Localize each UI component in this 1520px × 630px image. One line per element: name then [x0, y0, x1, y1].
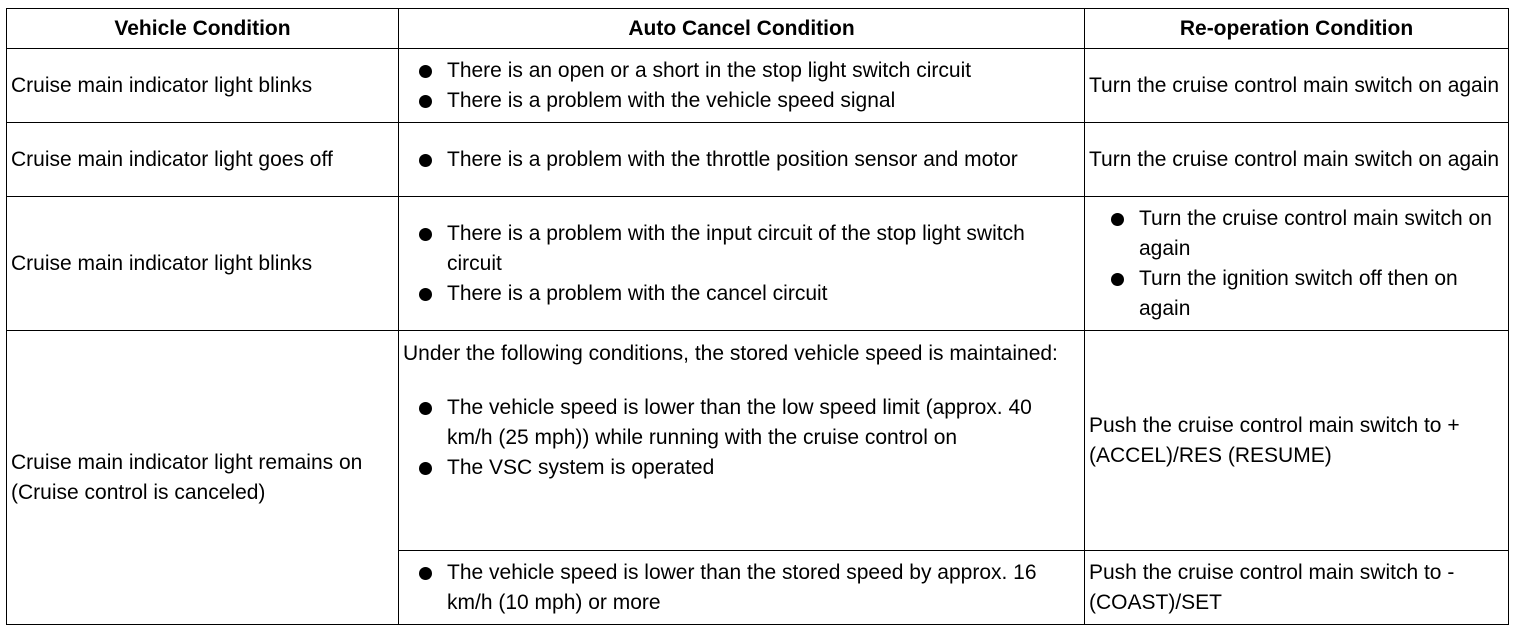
- table-row: [7, 331, 1509, 551]
- list-item: [403, 558, 1080, 618]
- cruise-cancel-table: [6, 8, 1509, 625]
- vehicle-condition-cell: Cruise main indicator light goes off: [7, 123, 399, 197]
- reoperation-cell: [1085, 197, 1509, 331]
- header-reoperation-condition: Re-operation Condition: [1085, 9, 1509, 49]
- list-item-text: There is a problem with the cancel circuit: [447, 281, 828, 305]
- bullet-icon: [419, 402, 432, 415]
- bullet-icon: [419, 95, 432, 108]
- bullet-icon: [419, 567, 432, 580]
- reoperation-cell: Turn the cruise control main switch on again: [1085, 49, 1509, 123]
- list-item-text: The vehicle speed is lower than the low speed limit (approx. 40 km/h (25 mph)) while running with the cruise control on: [447, 396, 1032, 449]
- auto-cancel-cell: [399, 123, 1085, 197]
- list-item: [403, 453, 1080, 483]
- vehicle-condition-cell: Cruise main indicator light remains on (Cruise control is canceled): [7, 331, 399, 625]
- list-item-text: There is an open or a short in the stop light switch circuit: [447, 58, 972, 82]
- header-vehicle-condition: Vehicle Condition: [7, 9, 399, 49]
- list-item-text: There is a problem with the vehicle speed signal: [447, 88, 896, 112]
- auto-cancel-cell: [399, 197, 1085, 331]
- bullet-icon: [419, 462, 432, 475]
- auto-cancel-cell: [399, 49, 1085, 123]
- auto-cancel-list: [403, 145, 1080, 175]
- auto-cancel-list: [403, 393, 1080, 483]
- list-item: [1089, 264, 1504, 324]
- vehicle-condition-cell: Cruise main indicator light blinks: [7, 197, 399, 331]
- bullet-icon: [1111, 273, 1124, 286]
- bullet-icon: [419, 65, 432, 78]
- list-item: [403, 145, 1080, 175]
- list-item: [403, 86, 1080, 116]
- auto-cancel-cell: [399, 551, 1085, 625]
- bullet-icon: [419, 154, 432, 167]
- list-item-text: The VSC system is operated: [447, 456, 715, 479]
- list-item: [1089, 204, 1504, 264]
- list-item-text: There is a problem with the throttle position sensor and motor: [447, 147, 1018, 171]
- list-item-text: There is a problem with the input circuit of the stop light switch circuit: [447, 221, 1025, 275]
- list-item-text: The vehicle speed is lower than the stored speed by approx. 16 km/h (10 mph) or more: [447, 560, 1037, 614]
- reoperation-cell: Push the cruise control main switch to + (ACCEL)/RES (RESUME): [1085, 331, 1509, 551]
- list-item: [403, 56, 1080, 86]
- list-item-text: Turn the ignition switch off then on again: [1139, 266, 1458, 320]
- bullet-icon: [419, 228, 432, 241]
- header-auto-cancel-condition: Auto Cancel Condition: [399, 9, 1085, 49]
- auto-cancel-list: [403, 558, 1080, 618]
- table-row: [7, 49, 1509, 123]
- bullet-icon: [1111, 213, 1124, 226]
- list-item: [403, 219, 1080, 279]
- bullet-icon: [419, 288, 432, 301]
- auto-cancel-intro: Under the following conditions, the stored vehicle speed is maintained:: [403, 342, 1058, 365]
- vehicle-condition-cell: Cruise main indicator light blinks: [7, 49, 399, 123]
- reoperation-cell: Push the cruise control main switch to - (COAST)/SET: [1085, 551, 1509, 625]
- list-item-text: Turn the cruise control main switch on again: [1139, 206, 1492, 260]
- list-item: [403, 393, 1080, 453]
- auto-cancel-cell: [399, 331, 1085, 551]
- auto-cancel-list: [403, 219, 1080, 309]
- reoperation-cell: Turn the cruise control main switch on again: [1085, 123, 1509, 197]
- table-row: [7, 123, 1509, 197]
- header-row: [7, 9, 1509, 49]
- list-item: [403, 279, 1080, 309]
- table-row: [7, 197, 1509, 331]
- reoperation-list: [1089, 204, 1504, 324]
- auto-cancel-list: [403, 56, 1080, 116]
